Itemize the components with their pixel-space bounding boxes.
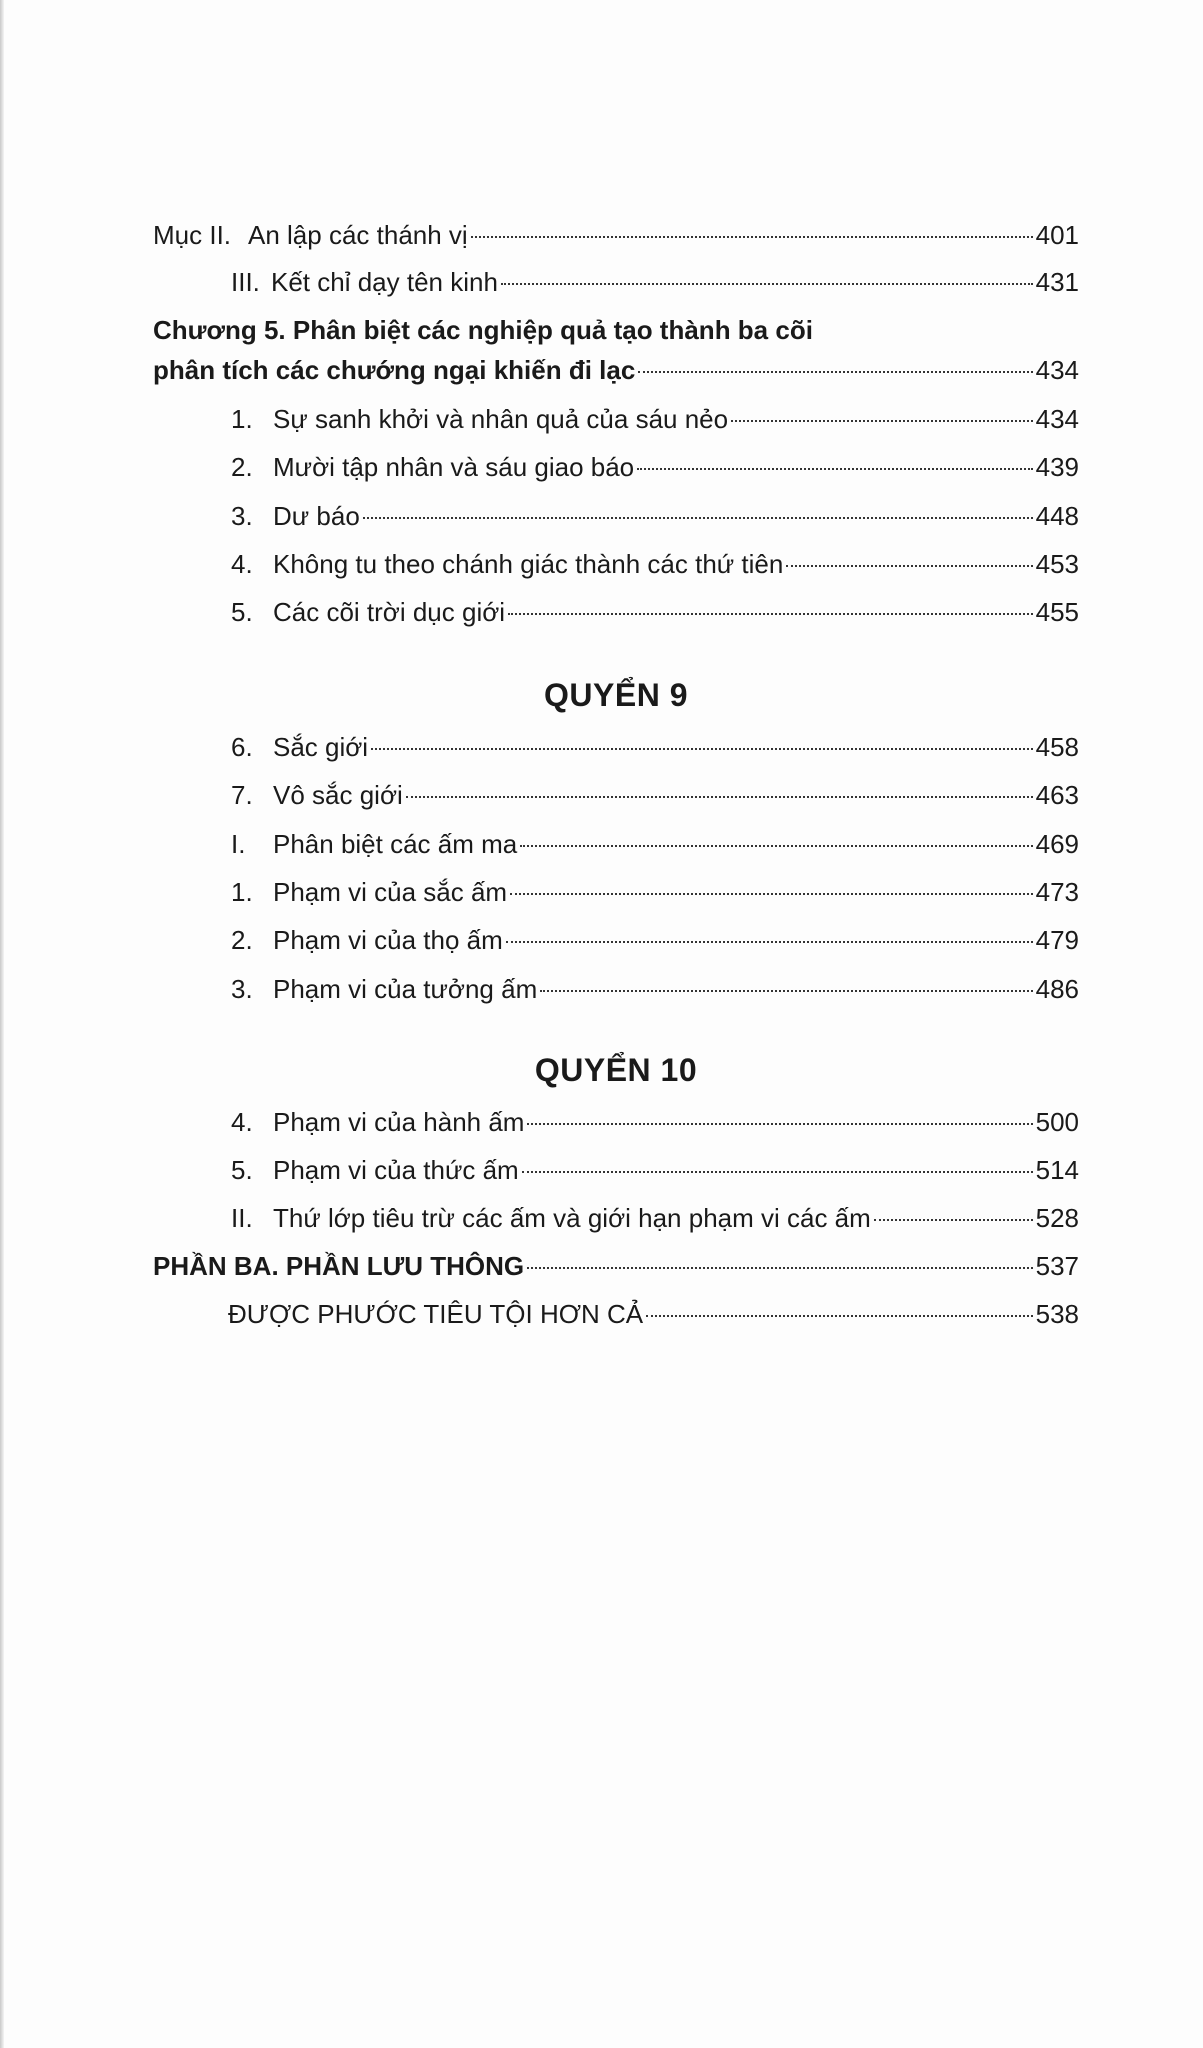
toc-entry-page: 537 <box>1035 1251 1079 1281</box>
toc-entry-title: Các cõi trời dục giới <box>273 597 506 627</box>
toc-entry-number: 4. <box>231 549 253 579</box>
toc-entry-number: 4. <box>231 1107 253 1137</box>
toc-entry-page: 434 <box>1035 404 1079 434</box>
toc-entry <box>231 972 1079 1006</box>
volume-heading: QUYỂN 10 <box>534 1052 698 1088</box>
toc-entry <box>153 353 1079 387</box>
toc-entry-title: Dư báo <box>273 501 360 531</box>
toc-entry-number: 3. <box>231 501 253 531</box>
toc-entry <box>231 450 1079 484</box>
toc-entry-number: 7. <box>231 780 253 810</box>
dot-leader <box>508 613 1033 615</box>
toc-entry-title: Phạm vi của sắc ấm <box>273 877 508 907</box>
dot-leader <box>363 517 1033 519</box>
toc-entry-title: Phạm vi của thọ ấm <box>273 925 503 955</box>
toc-entry-title: Phạm vi của hành ấm <box>273 1107 525 1137</box>
toc-entry-page: 469 <box>1035 829 1079 859</box>
toc-entry <box>231 402 1079 436</box>
toc-entry-title: ĐƯỢC PHƯỚC TIÊU TỘI HƠN CẢ <box>228 1299 644 1329</box>
toc-entry-page: 453 <box>1035 549 1079 579</box>
dot-leader <box>501 283 1033 285</box>
toc-entry-page: 514 <box>1035 1155 1079 1185</box>
toc-entry-page: 431 <box>1035 267 1079 297</box>
dot-leader <box>638 371 1032 373</box>
toc-entry-title: An lập các thánh vị <box>248 220 468 250</box>
toc-entry-title: Sắc giới <box>273 732 369 762</box>
toc-entry-number: 6. <box>231 732 253 762</box>
toc-entry <box>231 1105 1079 1139</box>
dot-leader <box>510 893 1033 895</box>
toc-entry-title: Sự sanh khởi và nhân quả của sáu nẻo <box>273 404 729 434</box>
toc-entry-page: 538 <box>1035 1299 1079 1329</box>
toc-entry-number: III. <box>231 267 260 297</box>
toc-entry <box>231 499 1079 533</box>
toc-entry <box>231 265 1079 299</box>
toc-entry-title: Thứ lớp tiêu trừ các ấm và giới hạn phạm vi các ấm <box>273 1203 871 1233</box>
toc-entry-page: 463 <box>1035 780 1079 810</box>
toc-entry-page: 448 <box>1035 501 1079 531</box>
dot-leader <box>522 1171 1033 1173</box>
volume-heading: QUYỂN 9 <box>544 677 688 713</box>
toc-entry-title: Kết chỉ dạy tên kinh <box>271 267 498 297</box>
toc-entry-title: Mười tập nhân và sáu giao báo <box>273 452 635 482</box>
part-heading: PHẦN BA. PHẦN LƯU THÔNG <box>153 1251 525 1281</box>
toc-entry <box>231 730 1079 764</box>
dot-leader <box>874 1219 1033 1221</box>
toc-entry-title: Không tu theo chánh giác thành các thứ tiên <box>273 549 784 579</box>
toc-entry-number: 5. <box>231 1155 253 1185</box>
toc-entry-page: 458 <box>1035 732 1079 762</box>
toc-entry-number: 3. <box>231 974 253 1004</box>
toc-entry <box>231 595 1079 629</box>
toc-entry <box>231 778 1079 812</box>
dot-leader <box>540 990 1032 992</box>
toc-entry-title: Vô sắc giới <box>273 780 403 810</box>
dot-leader <box>520 845 1032 847</box>
toc-entry-number: 1. <box>231 877 253 907</box>
dot-leader <box>527 1123 1032 1125</box>
toc-entry-page: 500 <box>1035 1107 1079 1137</box>
toc-entry <box>231 547 1079 581</box>
toc-entry-number: 2. <box>231 452 253 482</box>
toc-entry-page: 479 <box>1035 925 1079 955</box>
dot-leader <box>786 565 1032 567</box>
dot-leader <box>646 1315 1032 1317</box>
toc-entry-number: Mục II. <box>153 220 232 250</box>
dot-leader <box>371 748 1033 750</box>
toc-entry <box>231 1201 1079 1235</box>
toc-entry-page: 401 <box>1035 220 1079 250</box>
toc-entry-number: 5. <box>231 597 253 627</box>
chapter-heading: Chương 5. Phân biệt các nghiệp quả tạo thành ba cõi <box>153 315 813 345</box>
dot-leader <box>506 941 1033 943</box>
dot-leader <box>406 796 1033 798</box>
toc-entry-title: Phân biệt các ấm ma <box>273 829 518 859</box>
toc-entry-number: 2. <box>231 925 253 955</box>
toc-entry-number: II. <box>231 1203 253 1233</box>
chapter-heading-continued: phân tích các chướng ngại khiến đi lạc <box>153 355 636 385</box>
dot-leader <box>637 468 1032 470</box>
dot-leader <box>527 1267 1032 1269</box>
toc-entry-page: 455 <box>1035 597 1079 627</box>
dot-leader <box>471 236 1033 238</box>
toc-entry-page: 528 <box>1035 1203 1079 1233</box>
toc-entry-title: Phạm vi của tưởng ấm <box>273 974 538 1004</box>
toc-entry-number: I. <box>231 829 246 859</box>
toc-entry <box>153 1249 1079 1283</box>
toc-entry-title: Phạm vi của thức ấm <box>273 1155 519 1185</box>
toc-entry <box>231 875 1079 909</box>
toc-entry-page: 486 <box>1035 974 1079 1004</box>
toc-entry <box>231 827 1079 861</box>
toc-entry-page: 439 <box>1035 452 1079 482</box>
toc-entry-number: 1. <box>231 404 253 434</box>
toc-entry-page: 434 <box>1035 355 1079 385</box>
toc-entry <box>153 218 1079 252</box>
toc-entry <box>231 923 1079 957</box>
page-edge-shadow <box>0 0 4 2048</box>
toc-entry-page: 473 <box>1035 877 1079 907</box>
toc-entry <box>231 1153 1079 1187</box>
dot-leader <box>731 420 1033 422</box>
toc-entry <box>228 1297 1079 1331</box>
